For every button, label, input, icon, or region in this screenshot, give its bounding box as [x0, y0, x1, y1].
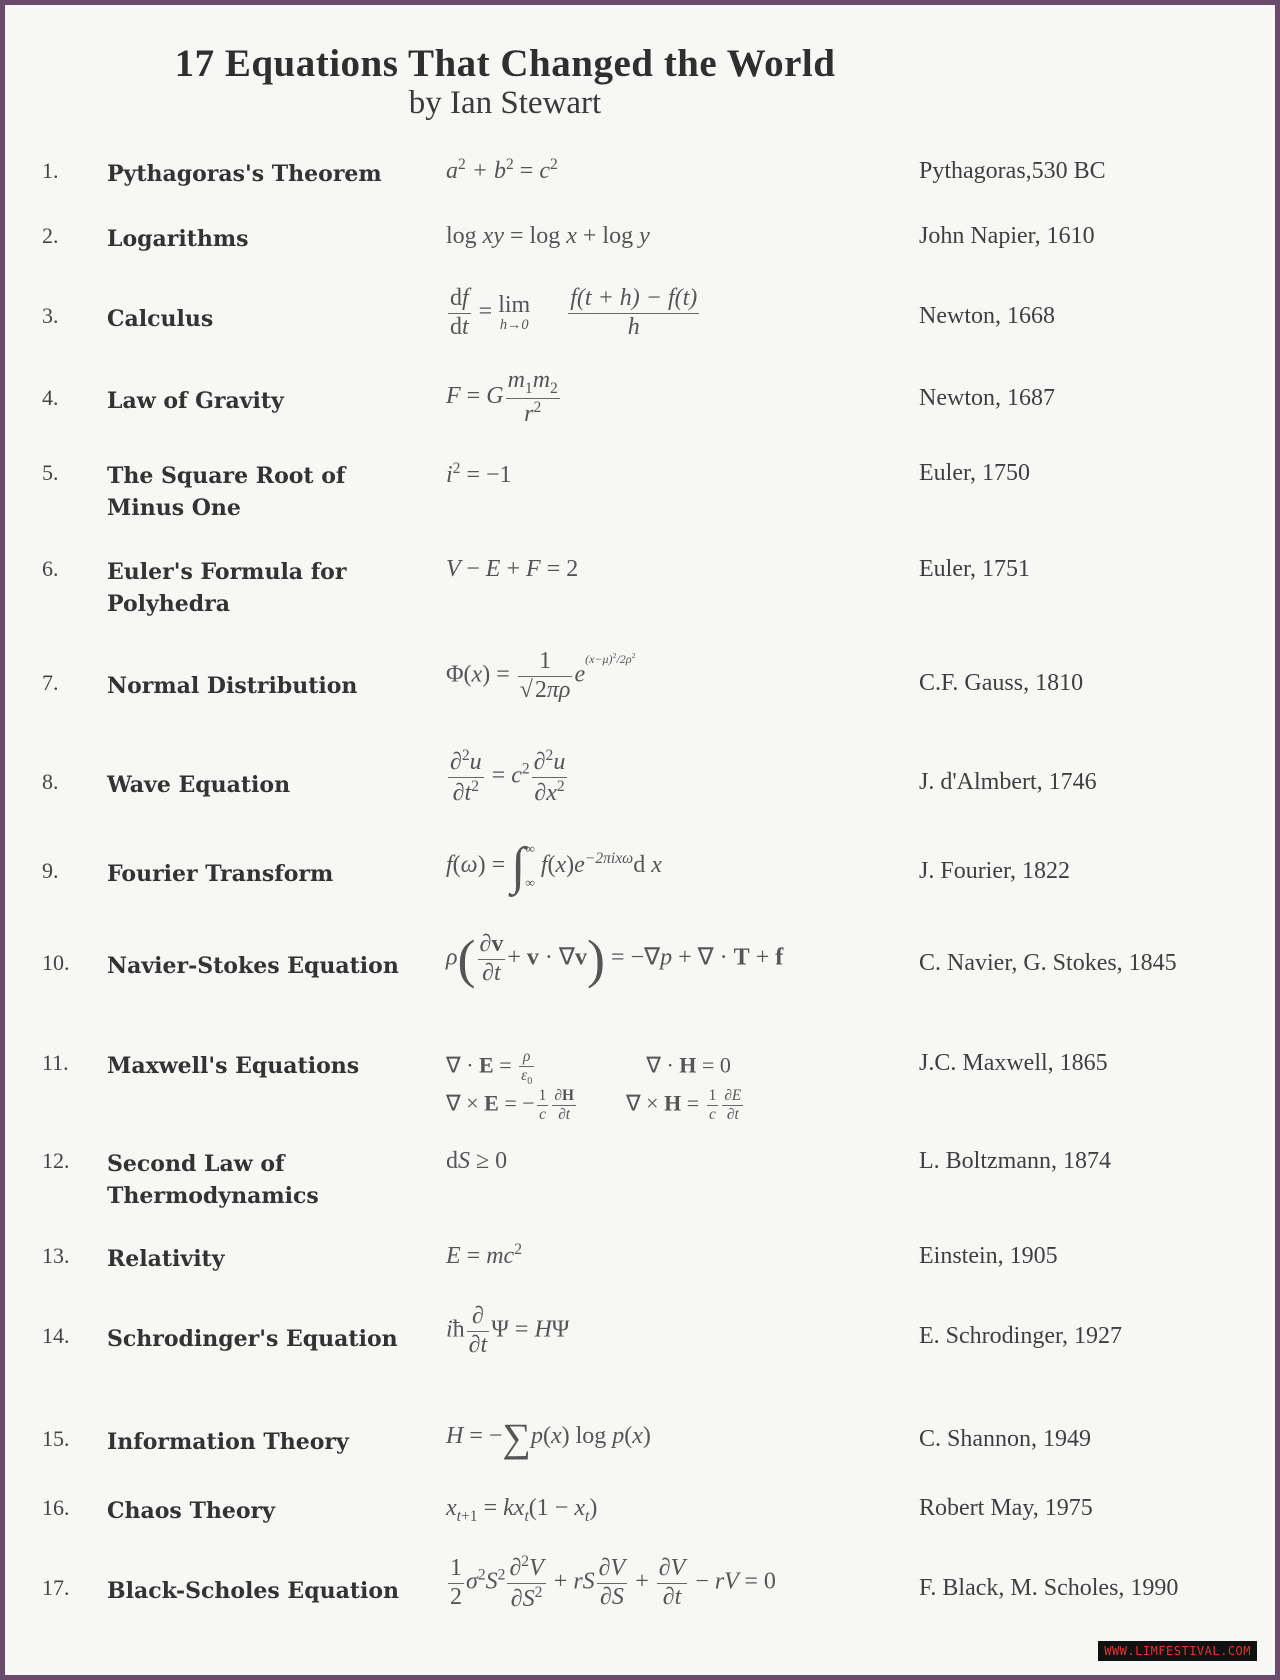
page-title: 17 Equations That Changed the World — [174, 42, 836, 85]
row-number: 10. — [42, 950, 70, 975]
equation-credit: L. Boltzmann, 1874 — [919, 1148, 1111, 1174]
row-number: 1. — [42, 158, 59, 183]
equation-name: Chaos Theory — [107, 1498, 275, 1524]
equation-formula: $E = mc^2$ — [446, 1241, 522, 1269]
equation-formula: ρ( $\frac{\partial v}{\partial t}$ + v · ∇v) = −∇p + ∇ · T + f — [446, 929, 784, 989]
equation-formula: iħ $\frac{\partial}{\partial t}$ Ψ = HΨ — [446, 1303, 570, 1358]
equation-name: Relativity — [107, 1246, 225, 1272]
equation-name: Schrodinger's Equation — [107, 1326, 398, 1352]
equation-credit: F. Black, M. Scholes, 1990 — [919, 1575, 1179, 1601]
equation-formula: log xy = log x + log y — [446, 223, 650, 249]
row-number: 7. — [42, 670, 59, 695]
equation-credit: C. Shannon, 1949 — [919, 1426, 1092, 1452]
equation-name: Law of Gravity — [107, 388, 284, 414]
equation-name: Logarithms — [107, 226, 249, 252]
document-page — [5, 5, 1275, 1675]
row-number: 17. — [42, 1575, 70, 1600]
equation-credit: Einstein, 1905 — [919, 1243, 1058, 1269]
equation-credit: Pythagoras,530 BC — [919, 158, 1106, 184]
equation-credit: J. d'Almbert, 1746 — [919, 769, 1097, 795]
equation-name: Second Law of Thermodynamics — [107, 1151, 319, 1209]
equation-name: Calculus — [107, 306, 214, 332]
row-number: 9. — [42, 858, 59, 883]
equation-formula: $\frac{df}{dt}$ = lim h→0 $\frac{f(t + h) - f(t)}{h}$ — [450, 285, 698, 340]
row-number: 16. — [42, 1495, 70, 1520]
equation-credit: Robert May, 1975 — [919, 1495, 1093, 1521]
equation-formula: $x_{t+1} = kx_t(1 - x_t)$ — [446, 1495, 598, 1525]
equation-name: Navier-Stokes Equation — [107, 953, 399, 979]
row-number: 4. — [42, 385, 59, 410]
equation-credit: C. Navier, G. Stokes, 1845 — [919, 950, 1177, 976]
equation-name: Wave Equation — [107, 772, 291, 798]
equation-credit: E. Schrodinger, 1927 — [919, 1323, 1123, 1349]
equation-formula: $\frac{\partial^2u}{\partial t^2}$ = $c^2$ $\frac{\partial^2u}{\partial x^2}$ — [450, 747, 566, 806]
row-number: 2. — [42, 223, 59, 248]
equation-credit: Newton, 1668 — [919, 303, 1055, 329]
equation-formula: $i^2 = -1$ — [446, 460, 512, 488]
equation-formula: dS ≥ 0 — [446, 1148, 508, 1174]
equation-credit: Newton, 1687 — [919, 385, 1055, 411]
row-number: 14. — [42, 1323, 70, 1348]
row-number: 3. — [42, 303, 59, 328]
equation-name: Black-Scholes Equation — [107, 1578, 400, 1604]
row-number: 15. — [42, 1426, 70, 1451]
row-number: 12. — [42, 1148, 70, 1173]
equation-formula: H = −∑p(x) log p(x) — [446, 1415, 651, 1460]
equation-credit: J. Fourier, 1822 — [919, 858, 1071, 884]
equation-credit: J.C. Maxwell, 1865 — [919, 1050, 1108, 1076]
watermark: WWW.LIMFESTIVAL.COM — [1098, 1641, 1257, 1661]
page-subtitle: by Ian Stewart — [408, 85, 602, 121]
equation-name: Euler's Formula for Polyhedra — [107, 559, 347, 617]
equation-credit: Euler, 1751 — [919, 556, 1031, 582]
equation-name: The Square Root of Minus One — [107, 463, 346, 521]
equation-formula: $\frac{1}{2}$ $\sigma^2S^2$ $\frac{\partial^2V}{\partial S^2}$ + rS $\frac{\partial V}{\partial S}$ + $\frac{\partial V}{\partial t}$ − rV = 0 — [450, 1553, 776, 1612]
equation-name: Normal Distribution — [107, 673, 358, 699]
equation-name: Information Theory — [107, 1429, 349, 1455]
equation-credit: Euler, 1750 — [919, 460, 1031, 486]
row-number: 5. — [42, 460, 59, 485]
equation-formula: f(ω) = ∫ ∞ ∞ $f(x)e^{-2\pi ix\omega}d$ x — [446, 837, 662, 895]
equation-credit: C.F. Gauss, 1810 — [919, 670, 1084, 696]
equation-formula: V − E + F = 2 — [446, 556, 579, 582]
row-number: 8. — [42, 769, 59, 794]
row-number: 11. — [42, 1050, 69, 1075]
equation-name: Pythagoras's Theorem — [107, 161, 382, 187]
row-number: 6. — [42, 556, 59, 581]
row-number: 13. — [42, 1243, 70, 1268]
equation-formula: $a^2 + b^2 = c^2$ — [446, 156, 558, 184]
equation-credit: John Napier, 1610 — [919, 223, 1095, 249]
equation-formula: F = G $\frac{m_1m_2}{r^2}$ — [446, 367, 558, 427]
equation-name: Maxwell's Equations — [107, 1053, 360, 1079]
equation-formula: ∇ · E = $\frac{\rho}{\varepsilon_0}$ ∇ · H = 0 ∇ × E = − $\frac{1}{c}$ $\frac{\partial H}{\partial t}$ ∇ × H = $\frac{1}{c}$ $\frac{\partial E}{\partial t}$ — [446, 1048, 742, 1123]
equation-name: Fourier Transform — [107, 861, 334, 887]
equation-formula: Φ(x) = $\frac{1}{√2\pi\rho}$ $e^{(x-\mu)^2/2\rho^2}$ — [446, 648, 636, 703]
